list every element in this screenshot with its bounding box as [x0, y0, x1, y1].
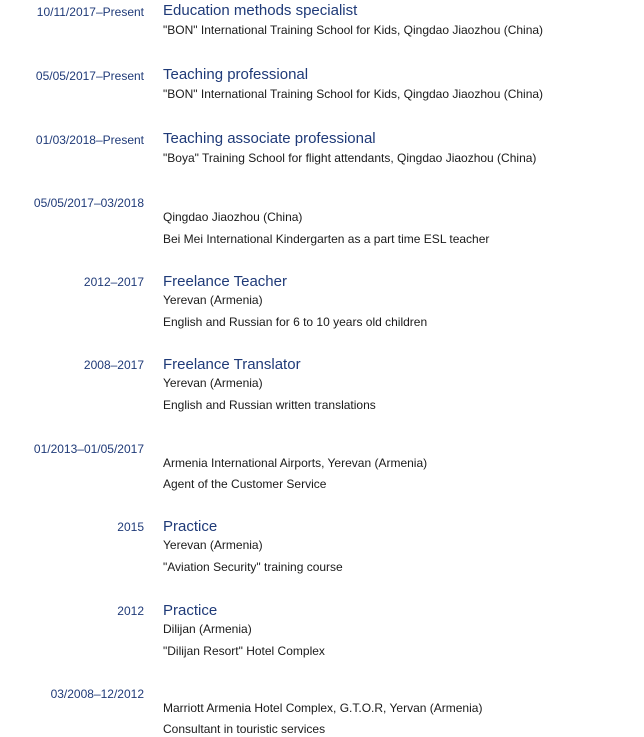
entry-content	[163, 130, 633, 165]
entry-content	[163, 2, 633, 37]
entry-date: 03/2008–12/2012	[50, 687, 144, 701]
entry-date: 01/2013–01/05/2017	[33, 442, 144, 456]
entry-content	[163, 518, 633, 574]
entry-line: Consultant in touristic services	[163, 722, 326, 736]
entry-date: 2008–2017	[83, 358, 144, 372]
entry-date: 10/11/2017–Present	[36, 5, 144, 19]
entry-content	[163, 356, 633, 412]
entry-date: 2012	[117, 604, 144, 618]
entry-line: "BON" International Training School for Kids, Qingdao Jiaozhou (China)	[163, 23, 544, 37]
entry-title: Education methods specialist	[163, 2, 358, 19]
entry-date: 01/03/2018–Present	[35, 133, 144, 147]
entry-date: 2015	[117, 520, 144, 534]
entry-content	[163, 273, 633, 329]
entry-title: Freelance Translator	[163, 356, 301, 373]
entry-title: Freelance Teacher	[163, 273, 287, 290]
entry-date: 05/05/2017–03/2018	[33, 196, 144, 210]
entry-title: Teaching professional	[163, 66, 309, 83]
entry-line: "Aviation Security" training course	[163, 560, 343, 574]
entry-title: Practice	[163, 602, 218, 619]
entry-line: Marriott Armenia Hotel Complex, G.T.O.R, Yervan (Armenia)	[163, 701, 483, 715]
entry-date: 2012–2017	[83, 275, 144, 289]
entry-line: "Boya" Training School for flight attendants, Qingdao Jiaozhou (China)	[163, 151, 537, 165]
entry-content	[163, 66, 633, 101]
entry-line: Armenia International Airports, Yerevan (Armenia)	[163, 456, 428, 470]
entry-title: Practice	[163, 518, 218, 535]
entry-line: Yerevan (Armenia)	[163, 376, 263, 390]
entry-line: English and Russian for 6 to 10 years old children	[163, 315, 428, 329]
entry-line: "Dilijan Resort" Hotel Complex	[163, 644, 325, 658]
entry-line: Yerevan (Armenia)	[163, 293, 263, 307]
entry-line: Dilijan (Armenia)	[163, 622, 252, 636]
entry-line: Bei Mei International Kindergarten as a part time ESL teacher	[163, 232, 490, 246]
entry-title: Teaching associate professional	[163, 130, 376, 147]
entry-date: 05/05/2017–Present	[35, 69, 144, 83]
entry-line: Agent of the Customer Service	[163, 477, 327, 491]
entry-line: Yerevan (Armenia)	[163, 538, 263, 552]
entry-content	[163, 602, 633, 658]
entry-line: "BON" International Training School for Kids, Qingdao Jiaozhou (China)	[163, 87, 544, 101]
entry-line: Qingdao Jiaozhou (China)	[163, 210, 303, 224]
entry-line: English and Russian written translations	[163, 398, 376, 412]
